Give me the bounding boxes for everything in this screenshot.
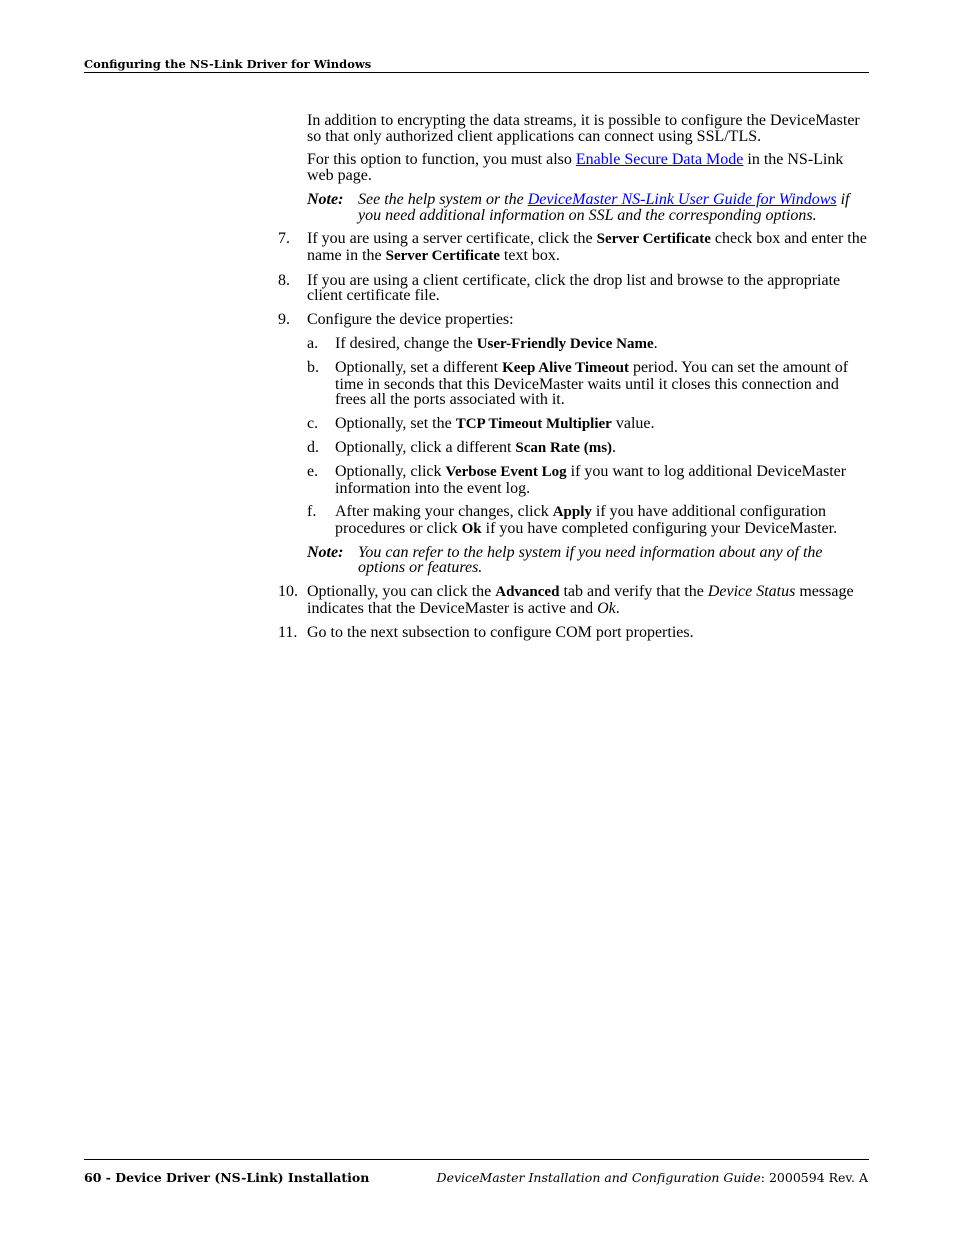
step-text: Go to the next subsection to configure COM port properties. bbox=[307, 623, 694, 641]
footer-doc-title bbox=[437, 1170, 868, 1186]
substep-b bbox=[307, 360, 872, 408]
ui-term: Ok bbox=[461, 520, 482, 537]
step-text: . bbox=[615, 599, 620, 617]
substep-text: If desired, change the bbox=[335, 334, 477, 352]
step-11 bbox=[278, 623, 872, 641]
step-text: check box and enter the name in the bbox=[307, 230, 867, 264]
step-text: message indicates that the DeviceMaster is active and bbox=[307, 583, 854, 617]
ui-term: Apply bbox=[552, 503, 592, 520]
ui-term: TCP Timeout Multiplier bbox=[455, 415, 612, 432]
substep-text: . bbox=[653, 334, 658, 352]
step-number: 9. bbox=[278, 311, 290, 329]
step-8 bbox=[278, 271, 872, 305]
step-number: 8. bbox=[278, 271, 290, 289]
step-text: text box. bbox=[499, 246, 560, 264]
footer-rule bbox=[84, 1159, 869, 1160]
step-text: Configure the device properties: bbox=[307, 311, 514, 329]
substep-e bbox=[307, 464, 872, 496]
footer-page-label: 60 - Device Driver (NS-Link) Installation bbox=[84, 1170, 370, 1185]
note-text-post: if you need additional information on SSL and the corresponding options. bbox=[358, 190, 850, 224]
substep-a bbox=[307, 336, 872, 353]
substep-text: if you want to log additional DeviceMaster information into the event log. bbox=[335, 462, 847, 497]
status-term: Ok bbox=[597, 599, 616, 617]
substep-c bbox=[307, 416, 872, 433]
note-text-pre: See the help system or the bbox=[358, 190, 528, 208]
secure-mode-text-pre: For this option to function, you must also bbox=[307, 151, 576, 169]
substep-text: period. You can set the amount of time in seconds that this DeviceMaster waits until it closes this connection and frees all the ports associated with it. bbox=[335, 358, 849, 409]
substep-label: f. bbox=[307, 502, 317, 520]
step-number: 10. bbox=[278, 583, 298, 601]
substep-label: d. bbox=[307, 438, 319, 456]
ui-term: Scan Rate (ms) bbox=[515, 439, 613, 456]
ui-term: Server Certificate bbox=[385, 247, 500, 264]
ns-link-user-guide-link[interactable]: DeviceMaster NS-Link User Guide for Windows bbox=[527, 190, 837, 208]
substep-text: if you have completed configuring your DeviceMaster. bbox=[481, 519, 838, 537]
running-header: Configuring the NS-Link Driver for Windows bbox=[84, 57, 372, 71]
secure-mode-text-post: in the NS-Link web page. bbox=[307, 151, 844, 185]
note-ssl-help bbox=[307, 192, 872, 223]
ui-term: Server Certificate bbox=[596, 231, 711, 248]
substep-f bbox=[307, 504, 872, 537]
step-number: 11. bbox=[278, 623, 298, 641]
substep-d bbox=[307, 440, 872, 457]
footer-doc-name: DeviceMaster Installation and Configuration Guide bbox=[436, 1170, 761, 1185]
substep-text: value. bbox=[611, 414, 655, 432]
note-help-system bbox=[307, 545, 872, 576]
step-9 bbox=[278, 311, 872, 329]
substep-label: a. bbox=[307, 334, 319, 352]
ui-term: Verbose Event Log bbox=[445, 463, 567, 480]
footer-doc-rev: : 2000594 Rev. A bbox=[760, 1170, 868, 1185]
ui-term: Advanced bbox=[495, 584, 560, 601]
step-number: 7. bbox=[278, 230, 290, 248]
note-label: Note: bbox=[307, 543, 344, 561]
enable-secure-data-mode-link[interactable]: Enable Secure Data Mode bbox=[575, 151, 744, 169]
step-7 bbox=[278, 230, 872, 264]
note-label: Note: bbox=[307, 190, 344, 208]
secure-mode-paragraph bbox=[307, 152, 872, 183]
step-text: If you are using a client certificate, click the drop list and browse to the appropriate client certificate file. bbox=[307, 271, 841, 305]
status-term: Device Status bbox=[707, 583, 796, 601]
substep-text: Optionally, click a different bbox=[335, 438, 516, 456]
substep-text: Optionally, set the bbox=[335, 414, 456, 432]
header-rule bbox=[84, 72, 869, 73]
intro-paragraph: In addition to encrypting the data streams, it is possible to configure the DeviceMaster so that only authorized client applications can connect using SSL/TLS. bbox=[307, 112, 860, 145]
ui-term: User-Friendly Device Name bbox=[476, 335, 654, 352]
page-body bbox=[278, 112, 872, 648]
step-9-substeps bbox=[307, 336, 872, 538]
substep-label: c. bbox=[307, 414, 319, 432]
substep-text: if you have additional configuration procedures or click bbox=[335, 502, 827, 537]
step-text: Optionally, you can click the bbox=[307, 583, 496, 601]
step-text: If you are using a server certificate, click the bbox=[307, 230, 597, 248]
substep-text: Optionally, set a different bbox=[335, 358, 503, 376]
substep-label: e. bbox=[307, 462, 319, 480]
ui-term: Keep Alive Timeout bbox=[502, 359, 630, 376]
step-text: tab and verify that the bbox=[559, 583, 708, 601]
substep-text: . bbox=[612, 438, 617, 456]
substep-text: Optionally, click bbox=[335, 462, 446, 480]
substep-text: After making your changes, click bbox=[335, 502, 553, 520]
substep-label: b. bbox=[307, 358, 319, 376]
note-text: You can refer to the help system if you need information about any of the options or features. bbox=[358, 543, 823, 577]
step-10 bbox=[278, 583, 872, 617]
